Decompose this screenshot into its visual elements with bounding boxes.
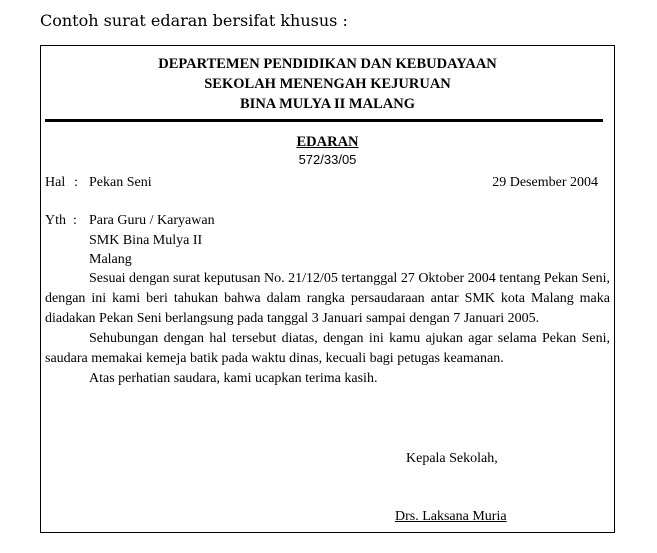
letterhead-department: DEPARTEMEN PENDIDIKAN DAN KEBUDAYAAN [158, 56, 497, 72]
circular-letter [40, 45, 615, 533]
memo-title-text: EDARAN [296, 134, 359, 150]
recipient-label: Yth [45, 213, 66, 228]
subject-value: Pekan Seni [89, 175, 152, 190]
recipient-line-3: Malang [89, 252, 132, 267]
signature-position: Kepala Sekolah, [406, 451, 498, 466]
recipient-separator: : [73, 213, 77, 228]
signature-name: Drs. Laksana Muria [395, 509, 507, 524]
subject-label: Hal [45, 175, 66, 190]
page-caption: Contoh surat edaran bersifat khusus : [40, 11, 348, 30]
body-paragraph-2: Sehubungan dengan hal tersebut diatas, dengan ini kamu ajukan agar selama Pekan Seni, saudara memakai kemeja batik pada waktu dinas, kecuali bagi petugas keamanan. [45, 331, 610, 366]
letterhead-divider [45, 119, 603, 122]
letterhead-school-type: SEKOLAH MENENGAH KEJURUAN [204, 76, 451, 92]
body-paragraph-1: Sesuai dengan surat keputusan No. 21/12/05 tertanggal 27 Oktober 2004 tentang Pekan Seni, dengan ini kami beri tahukan bahwa dalam rangka persaudaraan antar SMK kota Malang maka diadakan Pekan Seni berlangsung pada tanggal 3 Januari sampai dengan 7 Januari 2005. [45, 271, 611, 326]
recipient-line-2: SMK Bina Mulya II [89, 233, 203, 248]
letterhead [41, 54, 614, 114]
memo-number: 572/33/05 [298, 152, 357, 167]
letterhead-school-name: BINA MULYA II MALANG [240, 96, 415, 112]
letter-body [45, 269, 610, 389]
letter-date: 29 Desember 2004 [492, 175, 598, 190]
recipient-line-1: Para Guru / Karyawan [89, 213, 215, 228]
subject-separator: : [74, 175, 78, 190]
body-paragraph-3: Atas perhatian saudara, kami ucapkan terima kasih. [89, 371, 378, 386]
memo-title [41, 133, 614, 151]
